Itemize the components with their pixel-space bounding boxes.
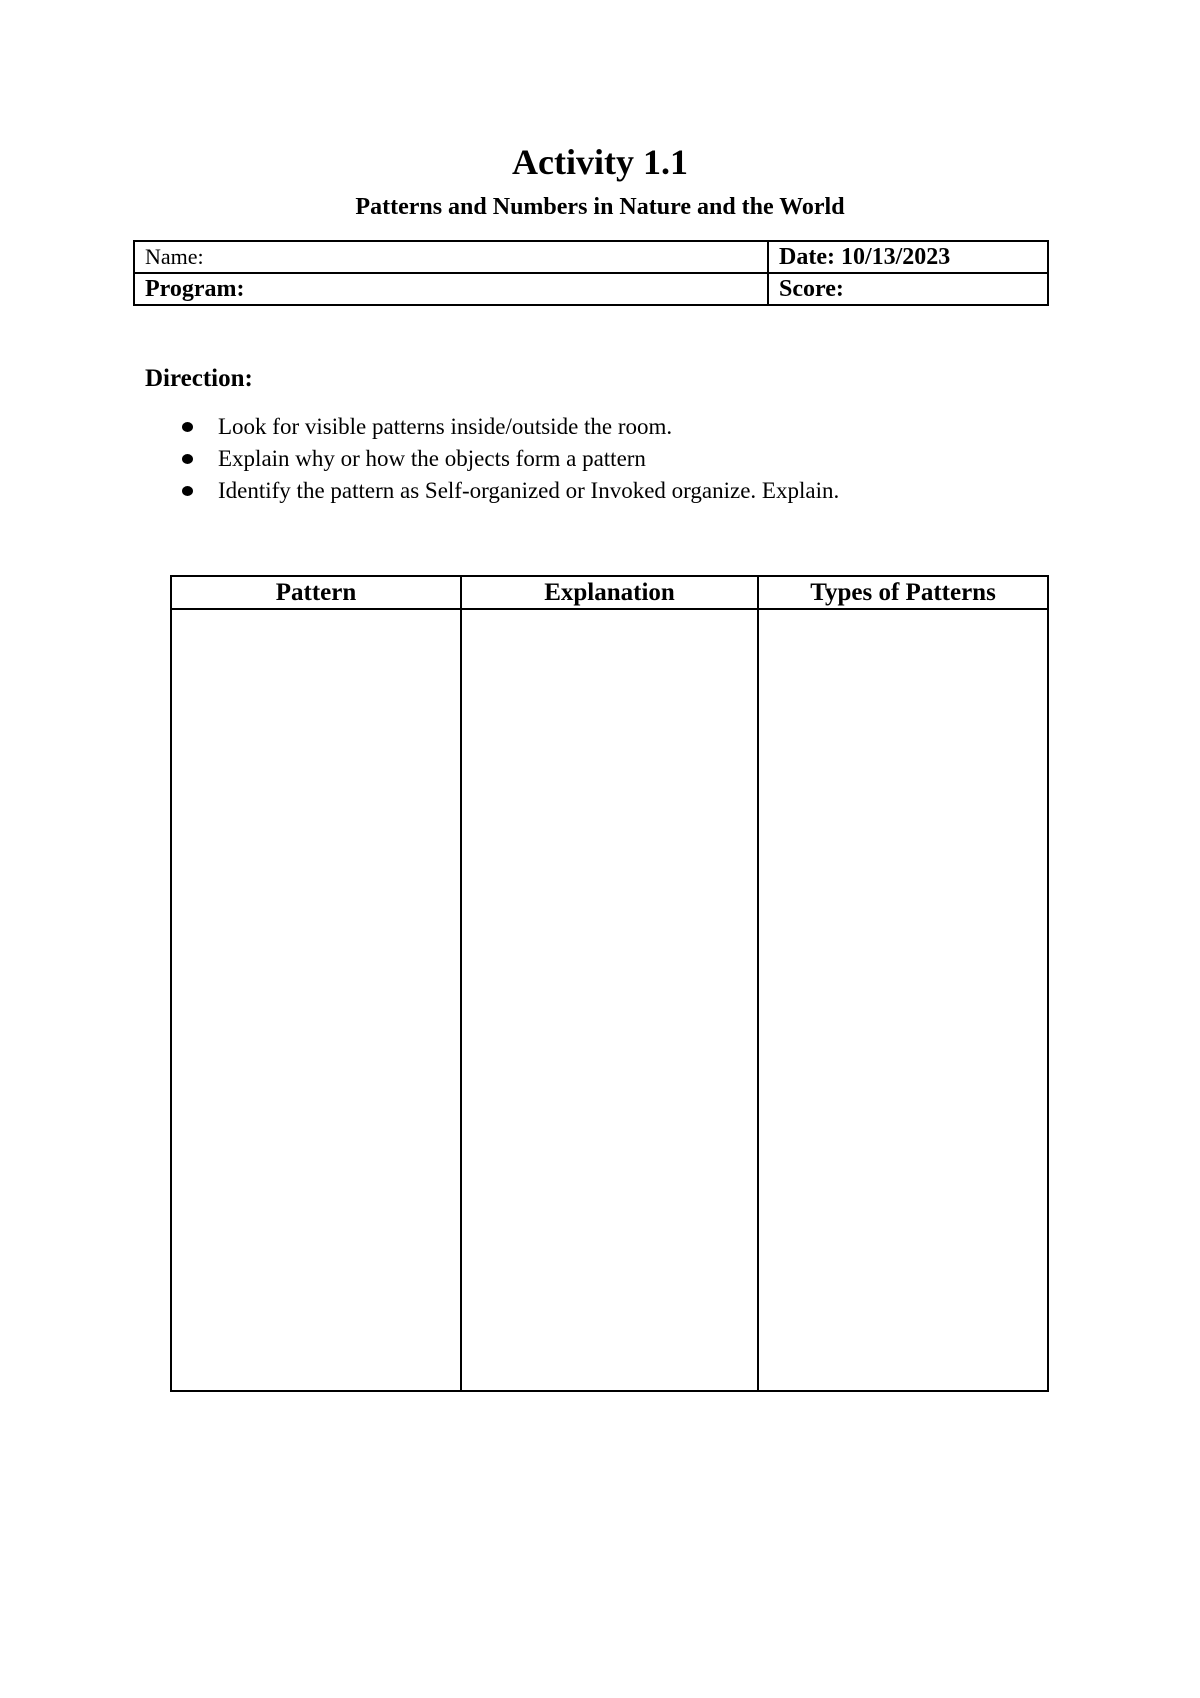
pattern-table-row [171,609,1048,1391]
bullet-icon [182,422,193,432]
header-types-of-patterns: Types of Patterns [758,576,1048,609]
direction-item-text: Identify the pattern as Self-organized or Invoked organize. Explain. [218,478,840,503]
direction-heading: Direction: [145,365,253,392]
bullet-icon [182,486,193,496]
date-label: Date: 10/13/2023 [779,244,951,270]
direction-item [180,411,839,443]
pattern-table [170,575,1049,1392]
info-row-2 [134,273,1048,305]
page-subtitle: Patterns and Numbers in Nature and the World [355,194,845,220]
score-field[interactable] [768,273,1048,305]
direction-item [180,443,839,475]
direction-list [180,411,839,507]
direction-item [180,475,839,507]
types-of-patterns-cell[interactable] [758,609,1048,1391]
bullet-icon [182,454,193,464]
name-field[interactable] [134,241,768,273]
direction-item-text: Look for visible patterns inside/outside the room. [218,414,673,439]
direction-item-text: Explain why or how the objects form a pattern [218,446,646,471]
pattern-cell[interactable] [171,609,461,1391]
score-label: Score: [779,276,844,302]
program-field[interactable] [134,273,768,305]
pattern-table-header-row [171,576,1048,609]
date-field[interactable] [768,241,1048,273]
name-label: Name: [145,244,204,269]
student-info-table [133,240,1049,306]
page-title: Activity 1.1 [512,142,688,182]
explanation-cell[interactable] [461,609,758,1391]
info-row-1 [134,241,1048,273]
header-pattern: Pattern [171,576,461,609]
program-label: Program: [145,276,245,302]
header-explanation: Explanation [461,576,758,609]
